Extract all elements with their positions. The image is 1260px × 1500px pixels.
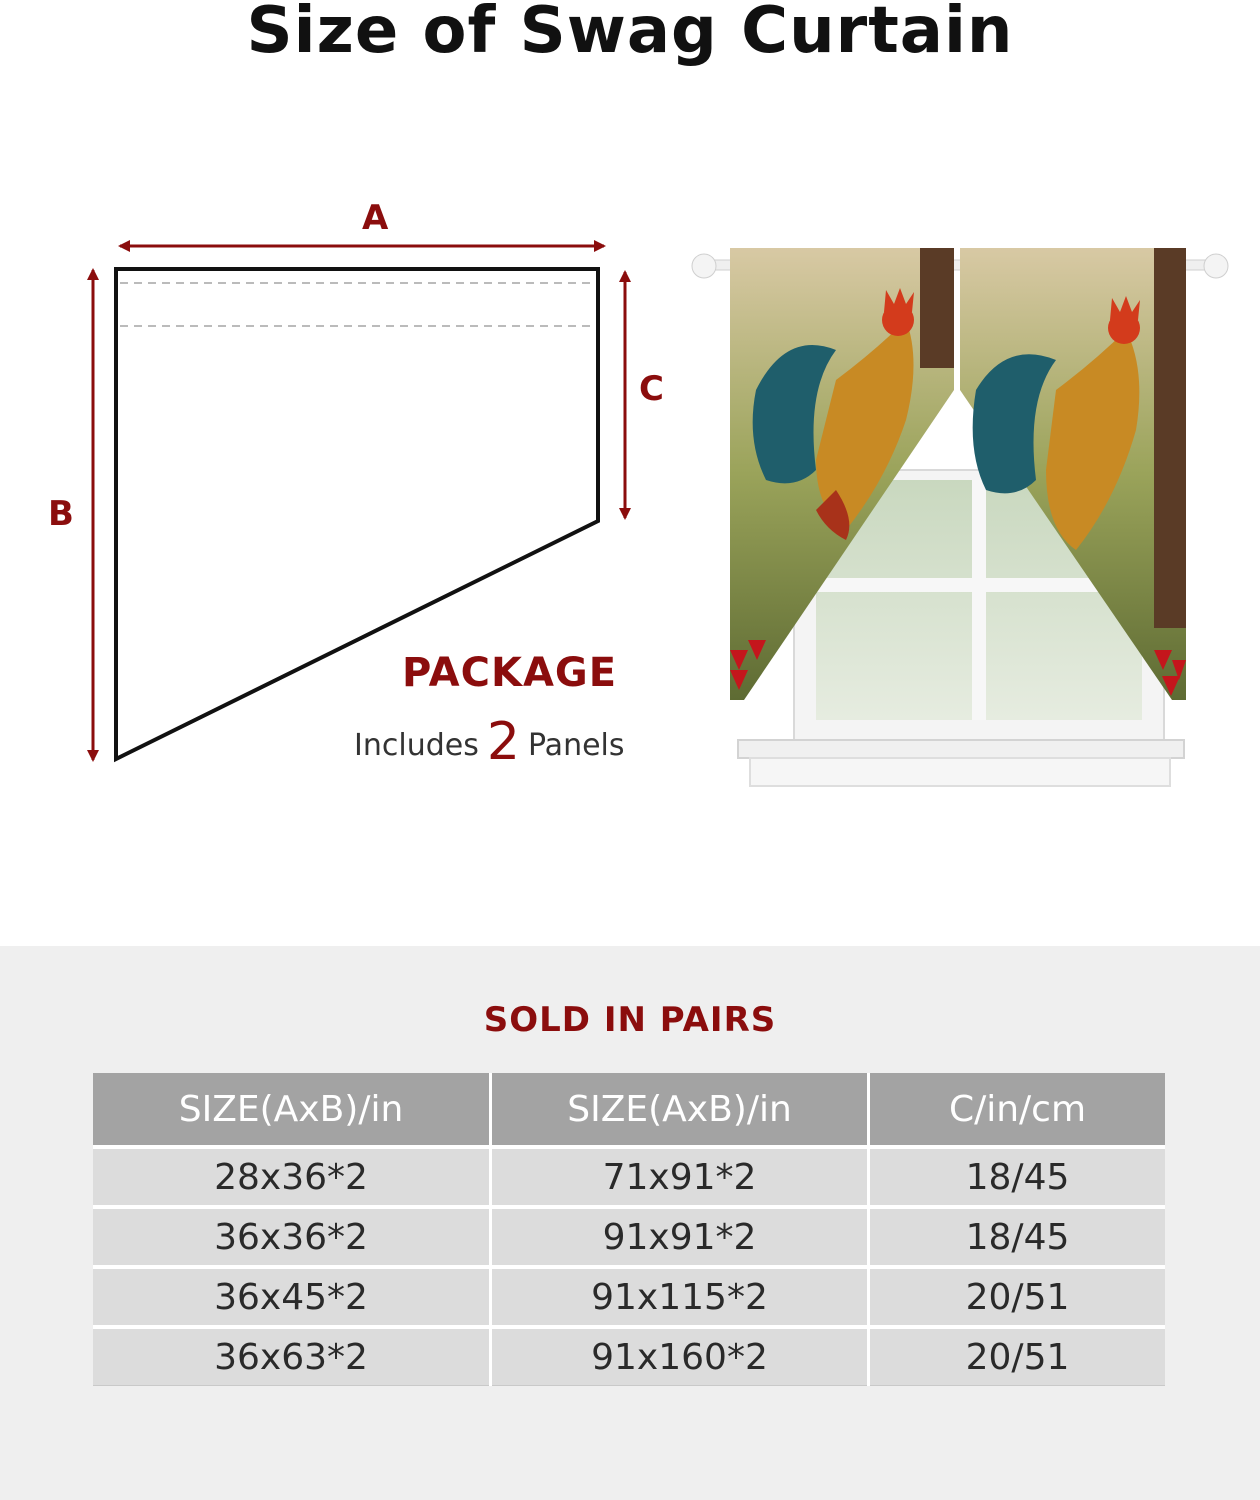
- table-cell: 91x160*2: [491, 1327, 869, 1386]
- table-row: [93, 1327, 1165, 1386]
- table-cell: 36x63*2: [93, 1327, 491, 1386]
- table-row: [93, 1267, 1165, 1327]
- page-title: Size of Swag Curtain: [246, 0, 1014, 68]
- header-size-in: SIZE(AxB)/in: [93, 1073, 491, 1147]
- table-cell: 20/51: [869, 1267, 1166, 1327]
- table-cell: 71x91*2: [491, 1147, 869, 1207]
- package-heading: PACKAGE: [402, 650, 618, 696]
- dimension-label-b: B: [48, 494, 74, 534]
- header-c-in-cm: C/in/cm: [869, 1073, 1166, 1147]
- table-row: [93, 1207, 1165, 1267]
- window-sill: [738, 740, 1184, 758]
- dimension-label-a: A: [362, 198, 389, 238]
- table-cell: 91x91*2: [491, 1207, 869, 1267]
- includes-suffix: Panels: [527, 728, 625, 763]
- header-size-in-2: SIZE(AxB)/in: [491, 1073, 869, 1147]
- rod-finial-left: [692, 254, 716, 278]
- table-cell: 36x45*2: [93, 1267, 491, 1327]
- dimension-label-c: C: [639, 369, 664, 409]
- table-cell: 18/45: [869, 1207, 1166, 1267]
- size-table: [93, 1073, 1165, 1386]
- table-cell: 91x115*2: [491, 1267, 869, 1327]
- curtain-product-image: [686, 240, 1246, 800]
- includes-prefix: Includes: [354, 728, 479, 763]
- sold-in-pairs-label: SOLD IN PAIRS: [483, 1000, 777, 1040]
- rod-finial-right: [1204, 254, 1228, 278]
- panel-count: 2: [486, 712, 520, 772]
- table-row: [93, 1147, 1165, 1207]
- table-cell: 36x36*2: [93, 1207, 491, 1267]
- table-cell: 20/51: [869, 1327, 1166, 1386]
- table-cell: 28x36*2: [93, 1147, 491, 1207]
- table-header-row: [93, 1073, 1165, 1147]
- table-cell: 18/45: [869, 1147, 1166, 1207]
- package-includes: [354, 712, 625, 772]
